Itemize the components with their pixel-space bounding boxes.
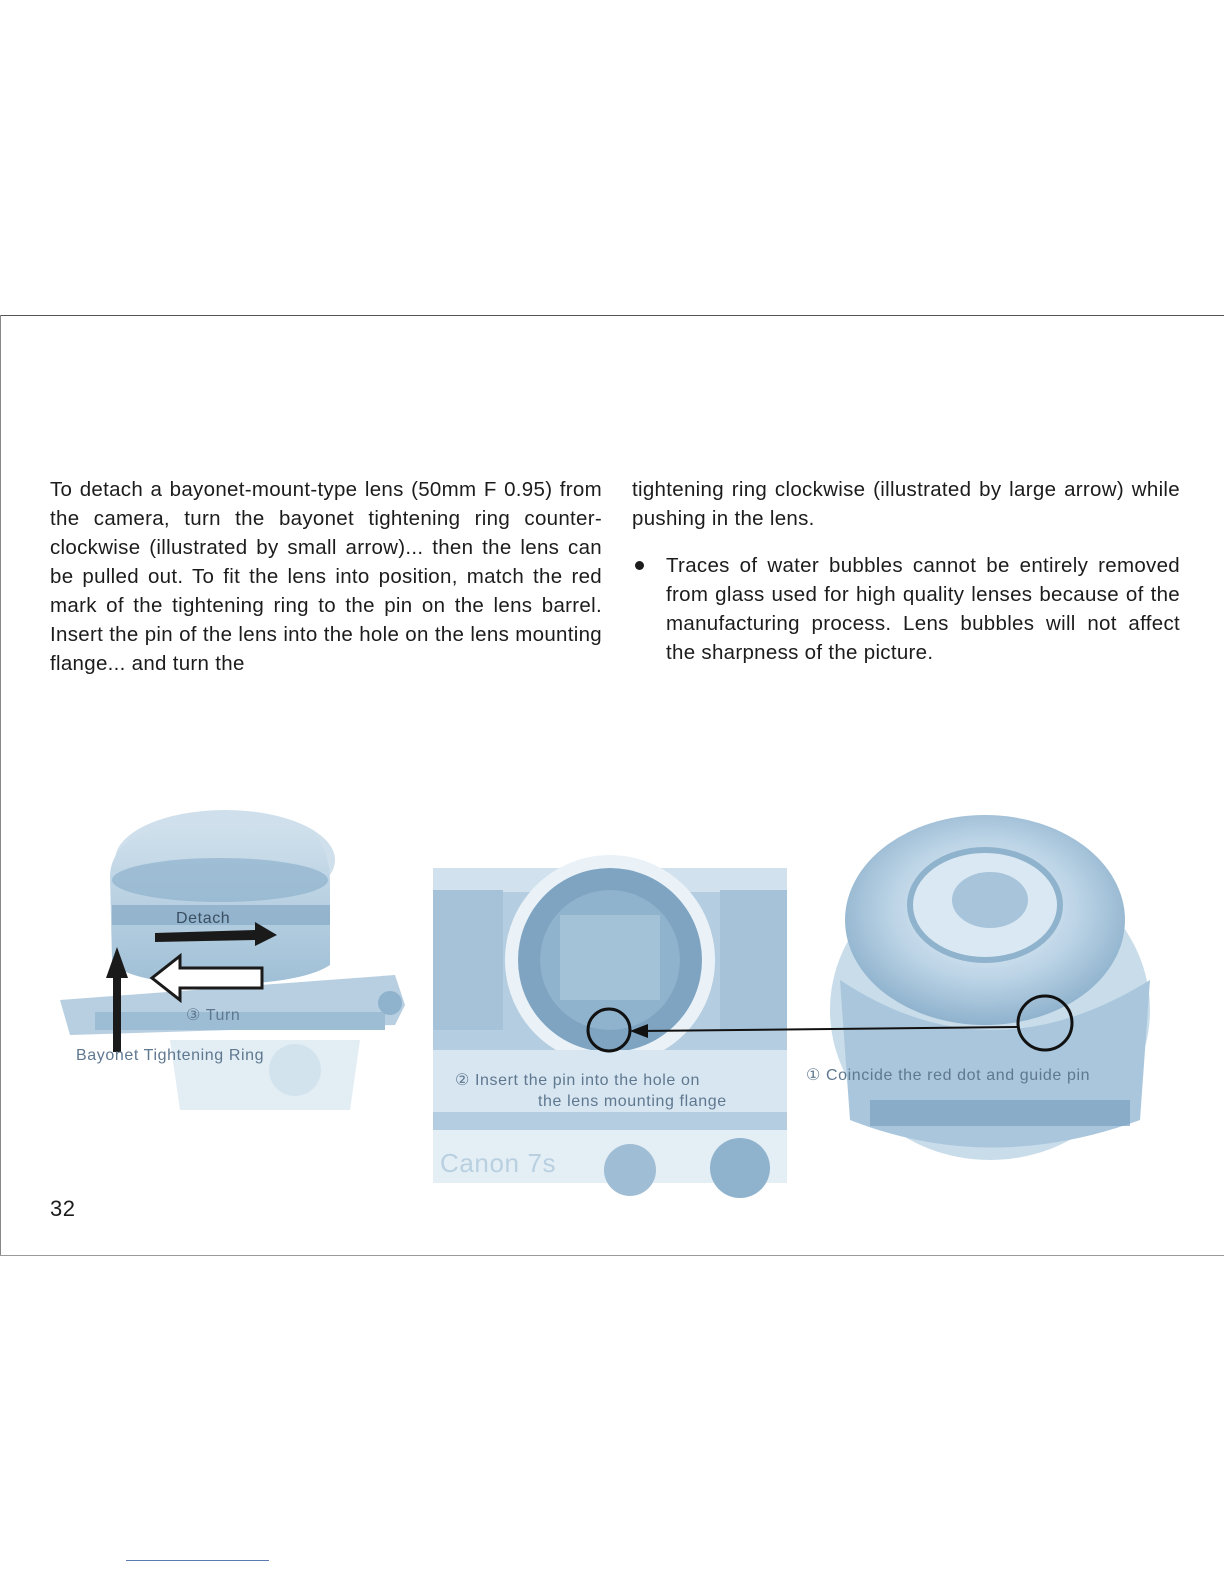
left-paragraph: To detach a bayonet-mount-type lens (50mm F 0.95) from the camera, turn the bayonet tightening ring counter-clockwise (illustrated by small arrow)... then the lens can be pulled out. To fit the lens into position, match the red mark of the tightening ring to the pin on the lens barrel. Insert the pin of the lens into the hole on the lens mounting flange... and turn the xyxy=(50,478,602,675)
ring-pointer-line xyxy=(113,975,121,1052)
insert-caption-line2: the lens mounting flange xyxy=(538,1093,727,1110)
page-border-bottom xyxy=(0,1255,1224,1256)
footer-rule xyxy=(126,1560,269,1561)
detach-label: Detach xyxy=(176,910,231,927)
left-lens-photo xyxy=(60,810,405,1110)
bubble-note xyxy=(632,551,1180,667)
insert-caption-line1: ② Insert the pin into the hole on xyxy=(455,1072,700,1089)
page-number: 32 xyxy=(50,1196,76,1221)
bullet-icon xyxy=(635,561,644,570)
body-column-right xyxy=(632,475,1180,667)
center-camera-photo xyxy=(433,855,787,1198)
coincide-caption: ① Coincide the red dot and guide pin xyxy=(806,1067,1091,1084)
ring-label: Bayonet Tightening Ring xyxy=(76,1047,265,1064)
turn-label: ③ Turn xyxy=(186,1007,241,1024)
right-paragraph: tightening ring clockwise (illustrated by large arrow) while pushing in the lens. xyxy=(632,478,1180,530)
right-lens-photo xyxy=(830,815,1150,1160)
brand-text: Canon 7s xyxy=(440,1148,557,1178)
bubble-note-text: Traces of water bubbles cannot be entirely removed from glass used for high quality lenses because of the manufacturing process. Lens bubbles will not affect the sharpness of the picture. xyxy=(666,554,1180,664)
body-column-left xyxy=(50,475,602,678)
lens-mounting-illustration xyxy=(0,780,1224,1220)
